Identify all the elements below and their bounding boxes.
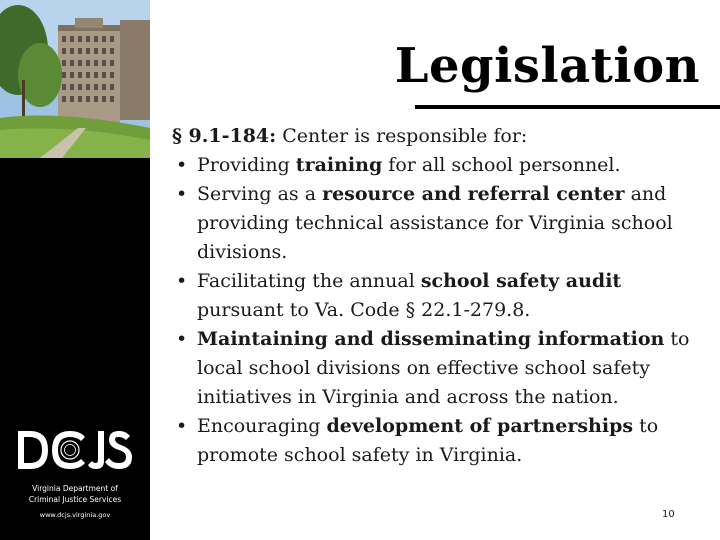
bullet-text: Encouraging [197,415,327,437]
org-url: www.dcjs.virginia.gov [39,511,111,519]
title-underline [415,105,720,109]
code-reference: § 9.1-184: [172,125,277,147]
dcjs-logo [0,425,150,540]
slide-body [172,122,707,470]
list-item [172,325,707,412]
bullet-text: pursuant to Va. Code § 22.1-279.8. [197,299,531,321]
org-name-line1: Virginia Department of [32,484,118,493]
building-photo-image [0,0,150,158]
bullet-text: to local school divisions on effective school safety initiatives in Virginia and across the nation. [197,328,690,408]
list-item [172,151,707,180]
slide-title: Legislation [394,38,700,94]
org-name-line2: Criminal Justice Services [28,495,122,504]
intro-line [172,122,707,151]
bullet-emphasis: school safety audit [420,270,622,292]
bullet-emphasis: training [295,154,383,176]
page-number: 10 [662,509,675,520]
list-item [172,267,707,325]
building-photo [0,0,150,158]
bullet-text: to promote school safety in Virginia. [197,415,659,466]
responsibilities-list [172,151,707,470]
bullet-text: Providing [197,154,296,176]
list-item [172,180,707,267]
list-item [172,412,707,470]
intro-text: Center is responsible for: [276,125,528,147]
dcjs-logo-mark [0,425,150,480]
bullet-emphasis: resource and referral center [322,183,625,205]
bullet-text: and providing technical assistance for Virginia school divisions. [197,183,673,263]
bullet-emphasis: development of partnerships [326,415,634,437]
sidebar [0,0,150,540]
bullet-text: Serving as a [197,183,323,205]
bullet-text: Facilitating the annual [197,270,421,292]
bullet-emphasis: Maintaining and disseminating information [197,328,665,350]
bullet-text: for all school personnel. [382,154,621,176]
